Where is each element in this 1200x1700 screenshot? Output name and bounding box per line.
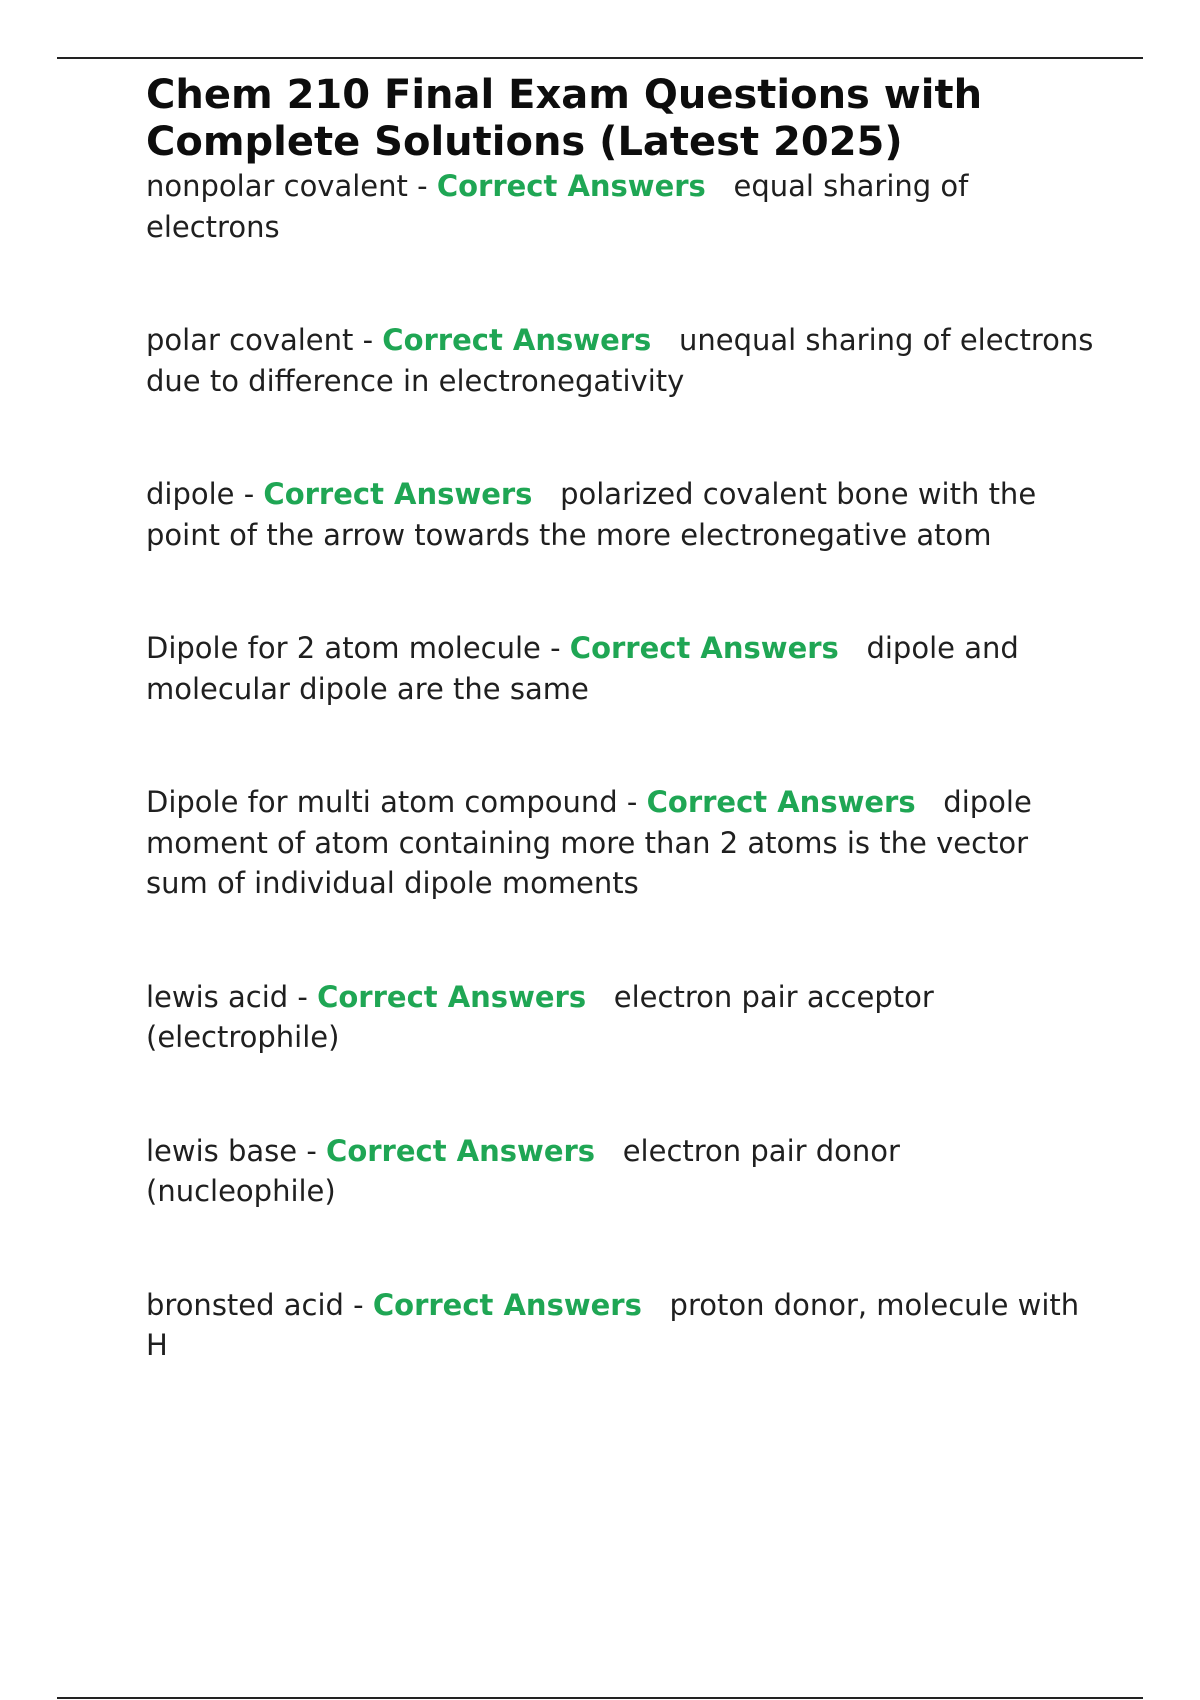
qa-item: [146, 1285, 1096, 1366]
correct-answers-label: Correct Answers: [326, 1133, 596, 1168]
qa-definition: dipole and molecular dipole are the same: [146, 631, 1019, 706]
qa-term: lewis base: [146, 1133, 298, 1168]
correct-answers-label: Correct Answers: [382, 323, 652, 357]
qa-term: lewis acid: [146, 979, 289, 1014]
qa-separator: -: [540, 631, 570, 665]
qa-separator: -: [234, 477, 264, 511]
qa-definition: equal sharing of electrons: [146, 169, 969, 244]
qa-definition: polarized covalent bone with the point of the arrow towards the more electronegative atom: [146, 477, 1037, 552]
correct-answers-label: Correct Answers: [317, 979, 587, 1014]
qa-separator: -: [353, 323, 383, 357]
qa-item: [146, 977, 1096, 1058]
qa-item: [146, 320, 1096, 401]
qa-term: Dipole for multi atom compound: [146, 785, 618, 819]
qa-definition: dipole moment of atom containing more than 2 atoms is the vector sum of individual dipole moments: [146, 785, 1032, 900]
qa-term: polar covalent: [146, 323, 354, 357]
correct-answers-label: Correct Answers: [569, 631, 839, 665]
correct-answers-label: Correct Answers: [436, 169, 706, 203]
qa-item: [146, 1131, 1096, 1212]
qa-item: [146, 782, 1096, 904]
qa-item: [146, 628, 1096, 709]
correct-answers-label: Correct Answers: [646, 785, 916, 819]
qa-term: dipole: [146, 477, 235, 511]
qa-item: [146, 474, 1096, 555]
qa-definition: electron pair donor (nucleophile): [146, 1133, 900, 1208]
document-title: Chem 210 Final Exam Questions with Complete Solutions (Latest 2025): [146, 72, 983, 165]
qa-term: bronsted acid: [146, 1287, 344, 1322]
correct-answers-label: Correct Answers: [372, 1287, 642, 1322]
qa-separator: -: [407, 169, 437, 203]
document-body: [146, 72, 1096, 1366]
bottom-rule: [57, 1697, 1143, 1699]
qa-term: Dipole for 2 atom molecule: [146, 631, 541, 665]
qa-item: [146, 166, 1096, 247]
qa-separator: -: [297, 1133, 327, 1168]
qa-term: nonpolar covalent: [146, 169, 408, 203]
qa-separator: -: [343, 1287, 373, 1322]
correct-answers-label: Correct Answers: [263, 477, 533, 511]
qa-definition: electron pair acceptor (electrophile): [146, 979, 934, 1054]
qa-definition: proton donor, molecule with H: [146, 1287, 1080, 1362]
qa-separator: -: [288, 979, 318, 1014]
qa-separator: -: [617, 785, 647, 819]
qa-definition: unequal sharing of electrons due to difference in electronegativity: [146, 323, 1094, 398]
top-rule: [57, 57, 1143, 59]
